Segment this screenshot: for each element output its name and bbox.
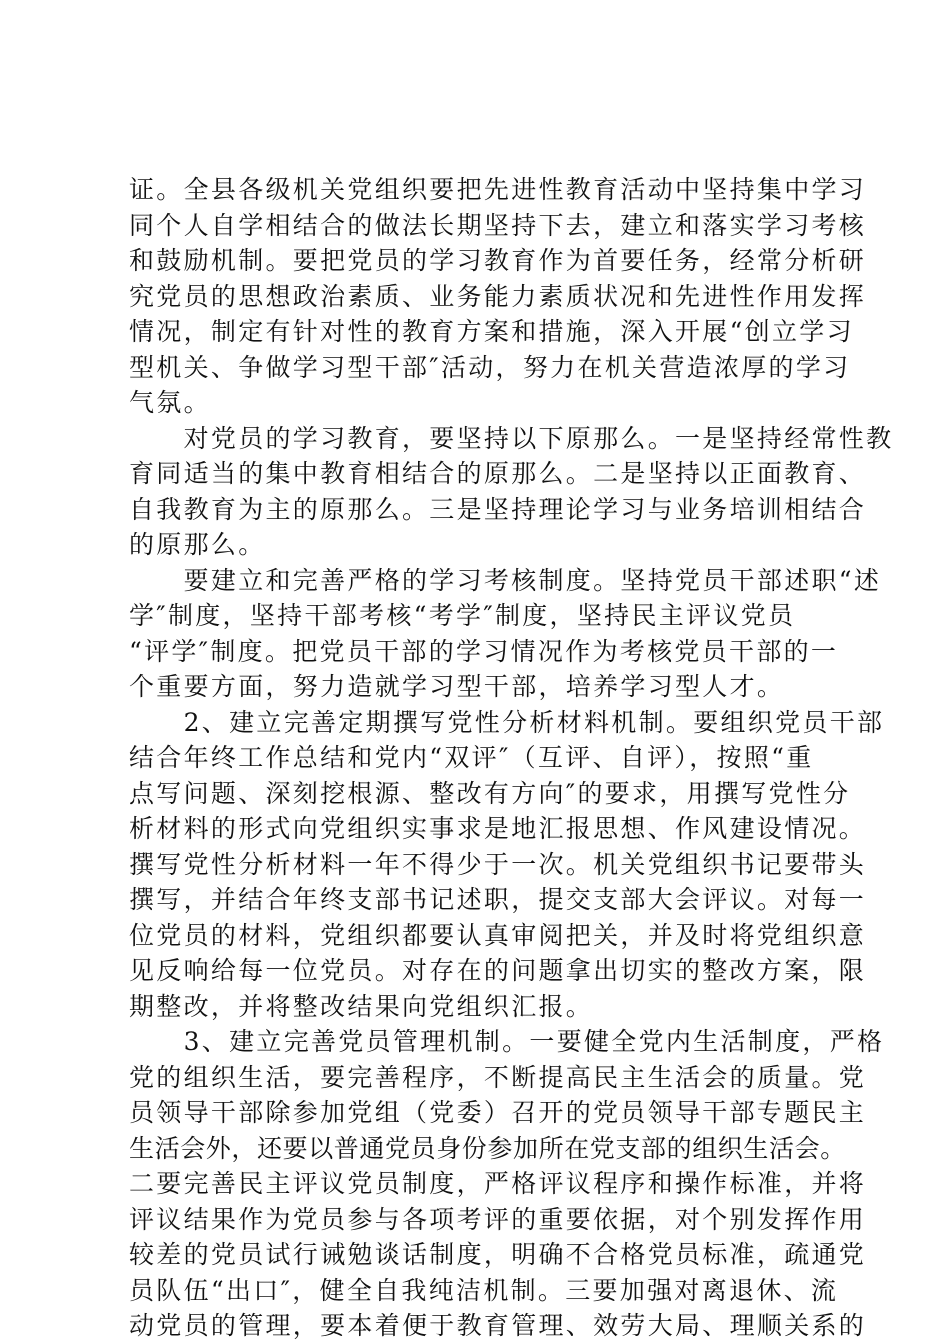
text-line: 员领导干部除参加党组（党委）召开的党员领导干部专题民主 [129, 1098, 867, 1127]
text-line: 生活会外，还要以普通党员身份参加所在党支部的组织生活会。 [129, 1133, 846, 1163]
text-line: 个重要方面，努力造就学习型干部，培养学习型人才。 [129, 672, 785, 701]
body-text [129, 172, 894, 1344]
text-line: 同个人自学相结合的做法长期坚持下去，建立和落实学习考核 [129, 210, 867, 240]
text-line: “评学″制度。把党员干部的学习情况作为考核党员干部的一 [129, 636, 839, 666]
text-line: 动党员的管理，要本着便于教育管理、效劳大局、理顺关系的 [129, 1311, 867, 1340]
text-line: 撰写党性分析材料一年不得少于一次。机关党组织书记要带头 [129, 849, 867, 879]
text-line: 要建立和完善严格的学习考核制度。坚持党员干部述职“述 [129, 565, 882, 595]
text-line: 证。全县各级机关党组织要把先进性教育活动中坚持集中学习 [129, 175, 867, 204]
text-line: 点写问题、深刻挖根源、整改有方向″的要求，用撰写党性分 [129, 778, 851, 808]
text-line: 育同适当的集中教育相结合的原那么。二是坚持以正面教育、 [129, 459, 867, 488]
text-line: 3、建立完善党员管理机制。一要健全党内生活制度，严格 [129, 1027, 885, 1056]
text-line: 气氛。 [129, 388, 211, 417]
text-line: 究党员的思想政治素质、业务能力素质状况和先进性作用发挥 [129, 281, 867, 311]
text-line: 二要完善民主评议党员制度，严格评议程序和操作标准，并将 [129, 1169, 867, 1198]
text-line: 析材料的形式向党组织实事求是地汇报思想、作风建设情况。 [129, 814, 867, 843]
text-line: 位党员的材料，党组织都要认真审阅把关，并及时将党组织意 [129, 920, 867, 950]
text-line: 较差的党员试行诫勉谈话制度，明确不合格党员标准，疏通党 [129, 1240, 867, 1269]
text-line: 对党员的学习教育，要坚持以下原那么。一是坚持经常性教 [129, 423, 894, 453]
text-line: 学″制度，坚持干部考核“考学″制度，坚持民主评议党员 [129, 601, 796, 630]
text-line: 型机关、争做学习型干部″活动，努力在机关营造浓厚的学习 [129, 352, 851, 382]
text-line: 结合年终工作总结和党内“双评″（互评、自评），按照“重 [129, 743, 814, 772]
text-line: 撰写，并结合年终支部书记述职，提交支部大会评议。对每一 [129, 885, 867, 914]
text-line: 党的组织生活，要完善程序，不断提高民主生活会的质量。党 [129, 1062, 867, 1092]
text-line: 2、建立完善定期撰写党性分析材料机制。要组织党员干部 [129, 707, 885, 737]
text-line: 期整改，并将整改结果向党组织汇报。 [129, 991, 594, 1021]
text-line: 见反响给每一位党员。对存在的问题拿出切实的整改方案，限 [129, 956, 867, 985]
text-line: 自我教育为主的原那么。三是坚持理论学习与业务培训相结合 [129, 494, 867, 524]
text-line: 的原那么。 [129, 530, 266, 559]
text-line: 情况，制定有针对性的教育方案和措施，深入开展“创立学习 [129, 317, 854, 346]
text-line: 和鼓励机制。要把党员的学习教育作为首要任务，经常分析研 [129, 246, 867, 275]
text-line: 评议结果作为党员参与各项考评的重要依据，对个别发挥作用 [129, 1204, 867, 1234]
text-line: 员队伍“出口″，健全自我纯洁机制。三要加强对离退休、流 [129, 1275, 839, 1305]
